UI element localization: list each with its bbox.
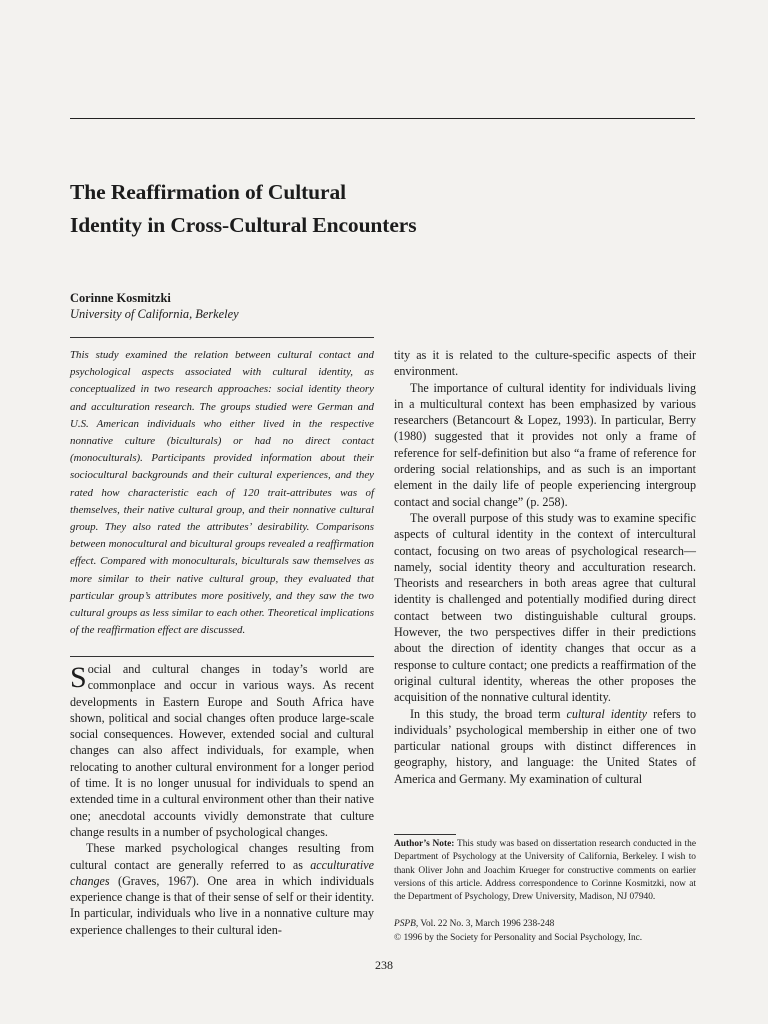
article-title xyxy=(70,176,630,242)
body-paragraph-2 xyxy=(70,840,374,938)
journal-volume xyxy=(394,918,696,932)
paragraph-6-text-a: In this study, the broad term xyxy=(410,706,567,721)
page-number: 238 xyxy=(375,958,393,972)
journal-issue: Vol. 22 No. 3, March 1996 238-248 xyxy=(418,919,555,929)
body-paragraph-3: tity as it is related to the culture-specific aspects of their environment. xyxy=(394,348,696,379)
journal-citation xyxy=(394,918,696,945)
left-column xyxy=(70,661,374,938)
journal-abbrev: PSPB, xyxy=(394,919,419,929)
title-line-2: Identity in Cross-Cultural Encounters xyxy=(70,213,417,237)
paragraph-1-text: ocial and cultural changes in today’s world are commonplace and occur in various ways. As recent developments in Eastern Europe and South Africa have shown, political and social changes often produce large-scale social consequences. However, extended social and cultural changes can also affect individuals, for example, when relocating to another cultural environment for a longer period of time. It is no longer unusual for individuals to spend an extended time in a cultural environment other than their native one; anecdotal accounts vividly demonstrate that culture change results in a number of psychological changes. xyxy=(70,662,374,839)
author-note-text: This study was based on dissertation research conducted in the Department of Psychology at the University of California, Berkeley. I wish to thank Oliver John and Joachim Krueger for constructive comments on earlier versions of this article. Address correspondence to Corinne Kosmitzki, now at the Department of Psychology, Drew University, Madison, NJ 07940. xyxy=(394,839,696,903)
title-line-1: The Reaffirmation of Cultural xyxy=(70,180,346,204)
term-acculturative-changes: acculturative changes xyxy=(70,857,374,888)
author-note xyxy=(394,838,696,904)
abstract-rule-top xyxy=(70,337,374,338)
paragraph-6-text-b: refers to individuals’ psychological membership in either one of two particular national groups with distinct differences in geography, history, and language: the United States of America and Germany. My examination of cultural xyxy=(394,706,696,786)
body-paragraph-4: The importance of cultural identity for individuals living in a multicultural context has been emphasized by various researchers (Betancourt & Lopez, 1993). In particular, Berry (1980) suggested that it provides not only a frame of reference for self-definition but also “a frame of reference for ordering social relationships, and as such is an important element in the daily life of people experiencing intergroup contact and social change” (p. 258). xyxy=(394,380,696,509)
drop-cap: S xyxy=(70,661,87,694)
footnote-rule xyxy=(394,834,456,835)
abstract: This study examined the relation between cultural contact and psychological aspects associated with cultural identity, as conceptualized in two research approaches: social identity theory and acculturation research. The groups studied were German and U.S. American individuals who either lived in the respective nonnative culture (biculturals) or had no direct contact (monoculturals). Participants provided information about their sociocultural backgrounds and their cultural experiences, and they rated how characteristic each of 120 trait-attributes was of themselves, their native cultural group, and their nonnative cultural group. They also rated the attributes’ desirability. Comparisons between monocultural and bicultural groups revealed a reaffirmation effect. Compared with monoculturals, biculturals saw themselves as more similar to their native cultural group, they evaluated that particular group’s attributes more positively, and they saw the two cultural groups as less similar to each other. Theoretical implications of the reaffirmation effect are discussed. xyxy=(70,349,374,637)
paragraph-2-text-b: (Graves, 1967). One area in which individuals experience change is that of their sense of self or their identity. In particular, individuals who live in a nonnative culture may experience challenges to their cultural iden- xyxy=(70,873,374,937)
top-rule xyxy=(70,118,695,119)
paragraph-2-text-a: These marked psychological changes resulting from cultural contact are generally referred to as xyxy=(70,841,374,872)
author-name: Corinne Kosmitzki xyxy=(70,291,171,305)
copyright-line: © 1996 by the Society for Personality and Social Psychology, Inc. xyxy=(394,932,643,943)
body-paragraph-5: The overall purpose of this study was to examine specific aspects of cultural identity in the context of intercultural contact, focusing on two areas of psychological research—namely, social identity theory and acculturation research. Theorists and researchers in both areas agree that cultural identity is challenged and potentially modified during direct contact between two distinguishable cultural groups. However, the two perspectives differ in their predictions about the direction of identity changes that occur as a response to culture contact; one predicts a reaffirmation of the original cultural identity, whereas the other proposes the acquisition of the nonnative cultural identity. xyxy=(394,510,696,705)
term-cultural-identity: cultural identity xyxy=(566,706,648,721)
right-column xyxy=(394,347,696,787)
author-note-label: Author’s Note: xyxy=(394,839,455,849)
abstract-rule-bottom xyxy=(70,656,374,657)
author-affiliation: University of California, Berkeley xyxy=(70,307,239,321)
body-paragraph-1 xyxy=(70,661,374,840)
body-paragraph-6 xyxy=(394,706,696,787)
